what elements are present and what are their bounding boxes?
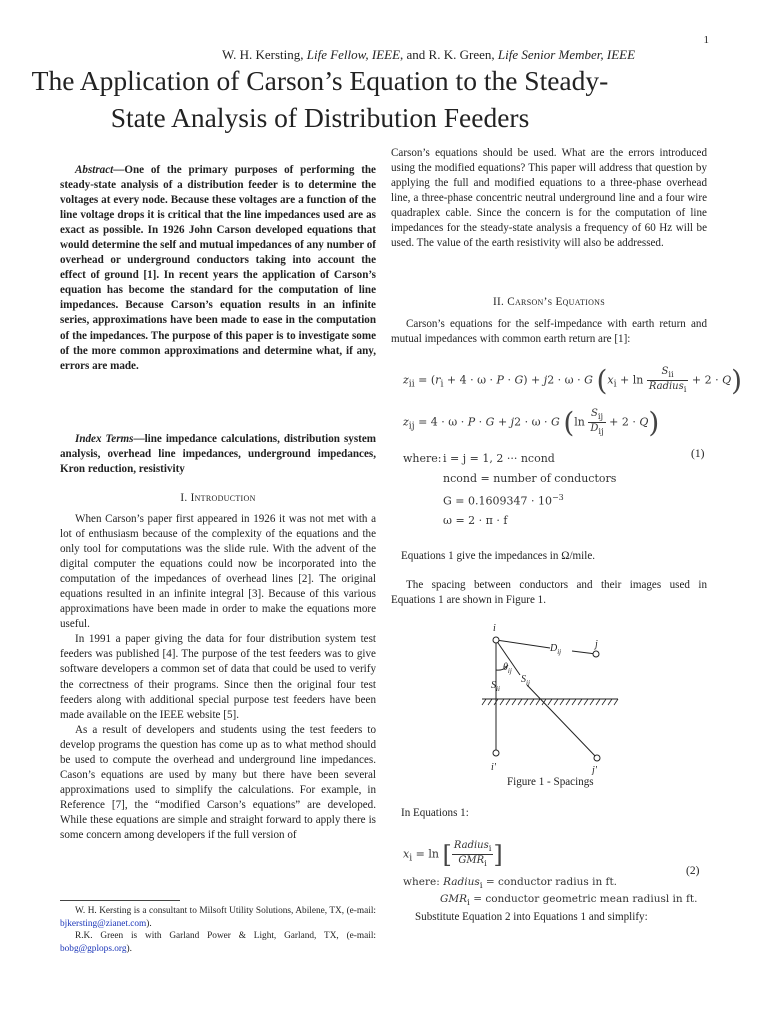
conductor-i-image	[493, 750, 499, 756]
author-green-title: Life Senior Member, IEEE	[497, 47, 636, 62]
author-connector: , and R. K. Green,	[400, 47, 498, 62]
ground-hatching	[482, 699, 618, 705]
label-j: j	[595, 639, 598, 650]
equation-mutual-impedance: $z_{ij} = 4 \cdot \omega \cdot P \cdot G + j2 \cdot \omega \cdot G$ (ln $\frac{S_{ij}}{D_{ij}}$ + 2 · Q)	[403, 405, 660, 439]
section-2-intro: Carson’s equations for the self-impedance with earth return and mutual impedances with common earth return are [1]:	[391, 318, 707, 346]
equation-self-impedance: $z_{ii} = (r_i + 4 \cdot \omega \cdot P \cdot G) + j2 \cdot \omega \cdot G$ ($x_i + \ln$ $\frac{S_{ii}}{Radius_i}$ + 2 · Q)	[403, 363, 743, 397]
footnote-kersting-text: W. H. Kersting is a consultant to Milsoft Utility Solutions, Abilene, TX, (e-mail:	[75, 906, 376, 916]
figure-1-caption: Figure 1 - Spacings	[507, 776, 594, 788]
intro-paragraph-1: When Carson’s paper first appeared in 1926 it was not met with a lot of enthusiasm because of the complexity of the equations and the only tool for computations was the slide rule. With the advent of the digital computer the equations could now be incorporated into the computation of the impedances of overhead lines [2]. The original equations resulted in an infinite integral [3]. Because of this various approximations have been made in order to make the equations more useful.	[60, 513, 376, 631]
equation-2-number: (2)	[686, 865, 700, 877]
footnote-green-text: R.K. Green is with Garland Power & Light, Garland, TX, (e-mail:	[75, 931, 376, 941]
g-constant-exponent: −3	[551, 493, 564, 502]
substitute-text: Substitute Equation 2 into Equations 1 and simplify:	[415, 911, 648, 923]
email-link-kersting[interactable]: bjkersting@zianet.com	[60, 918, 147, 929]
footnote-green	[60, 930, 376, 955]
where-ncond: ncond = number of conductors	[443, 472, 617, 485]
intro-paragraph-3: As a result of developers and students using the test feeders to develop programs the question has come up as to what method should be used to compute the overhead and underground line impedances. Cason’s equations are used by many but there have been several approximations used to simplify the calculations. For example, in Reference [7], the “modified Carson’s equations” are developed. While these equations are simple and straight forward to apply there is some concern among developers if the full version of	[60, 723, 376, 841]
index-terms-label: Index Terms	[75, 433, 134, 445]
author-kersting: W. H. Kersting,	[222, 47, 307, 62]
intro-paragraph-2: In 1991 a paper giving the data for four distribution system test feeders was published [4]. The purpose of the test feeders was to give software developers a common set of data that could be used to verify the correctness of their programs. Since then the original four test feeders along with additional special purpose test feeders have been made available on the IEEE website [5].	[60, 633, 376, 721]
footnote-kersting-end: ).	[146, 918, 152, 929]
definition-radius: where: Radius$_i$ = conductor radius in ft.	[403, 876, 618, 892]
label-sij	[521, 674, 530, 687]
figure-spacings-diagram	[470, 615, 630, 775]
where-indices: i = j = 1, 2 ··· ncond	[443, 452, 555, 465]
gmr-definition-text: = conductor geometric mean radiusl in ft.	[473, 893, 698, 905]
image-spacing-sij-line-lower	[527, 685, 597, 758]
abstract	[60, 163, 376, 374]
distance-dij-line-end	[572, 651, 596, 654]
section-2-title: Carson’s Equations	[507, 296, 606, 308]
label-sii-main: S	[491, 680, 496, 691]
label-dij	[549, 643, 561, 656]
equation-2: $x_i = \ln$ [ $\frac{Radius_i}{GMR_i}$ ]	[403, 840, 503, 869]
distance-dij-line	[496, 640, 550, 648]
label-dij-main: D	[550, 643, 558, 654]
label-i-prime: i'	[491, 762, 496, 773]
label-sij-sub: ij	[526, 679, 530, 687]
paper-title: The Application of Carson’s Equation to the Steady-State Analysis of Distribution Feeders	[31, 65, 609, 133]
index-terms-text: —line impedance calculations, distribution system analysis, overhead line impedances, underground impedances, Kron reduction, resistivity	[60, 433, 376, 476]
conductor-i	[493, 637, 499, 643]
label-sij-main: S	[521, 674, 526, 685]
index-terms	[60, 432, 376, 477]
section-1-number: I.	[180, 492, 191, 504]
where-label: where:	[403, 452, 442, 465]
introduction-body	[60, 512, 376, 843]
g-constant-value: G = 0.1609347 · 10	[443, 494, 552, 508]
label-dij-sub: ij	[557, 648, 562, 656]
label-sii-sub: ii	[496, 685, 500, 693]
section-heading-carsons-equations	[391, 295, 707, 310]
section-2-number: II.	[492, 296, 508, 308]
footnote-rule	[60, 900, 180, 901]
radius-definition-text: = conductor radius in ft.	[485, 876, 618, 888]
label-theta	[503, 662, 512, 675]
abstract-text: —One of the primary purposes of performing the steady-state analysis of a distribution feeder is to determine the voltages at every node. Because these voltages are a function of the line voltage drops it is critical that the line impedances used are as exact as possible. In 1926 John Carson developed equations that would determine the self and mutual impedances of any number of overhead or underground conductors taking into account the effect of ground [1]. In recent years the application of Carson’s equation has become the standard for the computation of line impedances. Because Carson’s equation results in an infinite series, approximations have been made to ease in the computation of the impedances. The purpose of this paper is to investigate some of the more common approximations and determine what, if any, errors are made.	[60, 164, 376, 372]
footnotes	[60, 905, 376, 955]
conductor-j	[593, 651, 599, 657]
author-line	[222, 47, 635, 63]
page-number: 1	[703, 34, 709, 46]
impedance-units-text: Equations 1 give the impedances in Ω/mile.	[401, 550, 596, 562]
email-link-green[interactable]: bobg@gplops.org	[60, 943, 127, 954]
label-theta-main: θ	[503, 662, 508, 673]
where-g-constant	[443, 493, 564, 508]
where-omega: ω = 2 · π · f	[443, 514, 508, 527]
label-j-prime: j'	[592, 765, 597, 775]
label-sii	[491, 680, 500, 693]
where-label-2: where:	[403, 876, 440, 888]
label-i: i	[493, 623, 496, 634]
section-1-title: Introduction	[190, 492, 256, 504]
in-equations-label: In Equations 1:	[401, 807, 469, 819]
right-column-continuation: Carson’s equations should be used. What are the errors introduced using the modified equations? This paper will address that question by applying the full and modified equations to a three-phase overhead line, a three-phase concentric neutral underground line and a four wire quadraplex cable. Since the concern is for the computation of line impedances for the steady-state analysis a frequency of 60 Hz will be used. The value of the earth resistivity will also be addressed.	[391, 147, 707, 250]
label-theta-sub: ij	[507, 667, 512, 675]
definition-gmr: $GMR_i$ = conductor geometric mean radiusl in ft.	[440, 893, 698, 909]
footnote-kersting	[60, 905, 376, 930]
abstract-label: Abstract	[75, 164, 114, 176]
equation-1-number: (1)	[691, 448, 705, 460]
author-kersting-title: Life Fellow, IEEE	[306, 47, 401, 62]
section-heading-introduction	[60, 491, 376, 506]
conductor-j-image	[594, 755, 600, 761]
spacing-text: The spacing between conductors and their images used in Equations 1 are shown in Figure 1.	[391, 579, 707, 607]
footnote-green-end: ).	[126, 943, 132, 954]
